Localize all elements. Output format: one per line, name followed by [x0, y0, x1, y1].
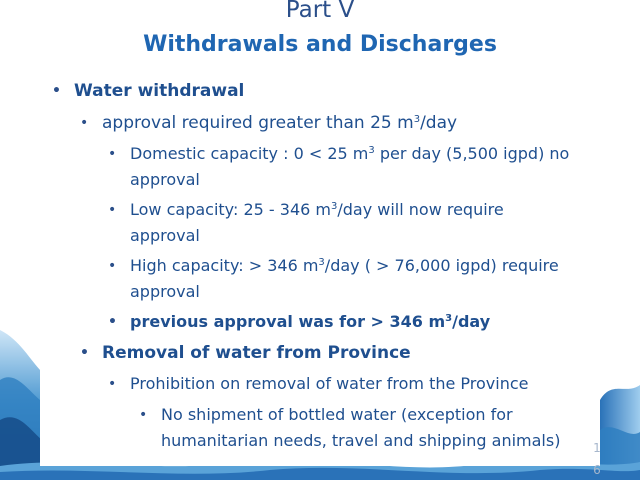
- slide-subtitle: Withdrawals and Discharges: [143, 32, 497, 57]
- bullet-domestic-capacity-cont: approval: [130, 170, 200, 189]
- bullet-low-capacity-cont: approval: [130, 226, 200, 245]
- bullet-prohibition: • Prohibition on removal of water from the Province: [130, 371, 529, 397]
- bullet-dot-icon: •: [108, 202, 117, 218]
- bullet-water-withdrawal: • Water withdrawal: [74, 78, 244, 104]
- bullet-low-capacity: • Low capacity: 25 - 346 $m^3$/day will now require: [130, 197, 504, 223]
- bullet-domestic-capacity: • Domestic capacity : 0 < 25 $m^3$ per day (5,500 igpd) no: [130, 141, 569, 167]
- bullet-no-shipment: • No shipment of bottled water (exception for: [161, 402, 513, 428]
- bullet-no-shipment-cont: humanitarian needs, travel and shipping animals): [161, 431, 561, 450]
- slide-title: Part V: [285, 0, 355, 23]
- bullet-removal-of-water: • Removal of water from Province: [102, 340, 411, 366]
- bullet-approval-required: • approval required greater than 25 $m^3$/day: [102, 110, 457, 136]
- bullet-high-capacity-cont: approval: [130, 282, 200, 301]
- bullet-high-capacity: • High capacity: > 346 $m^3$/day ( > 76,000 igpd) require: [130, 253, 559, 279]
- bullet-dot-icon: •: [80, 115, 89, 131]
- bullet-dot-icon: •: [139, 407, 148, 423]
- bullet-dot-icon: •: [80, 345, 89, 361]
- bullet-dot-icon: •: [52, 83, 61, 99]
- bullet-dot-icon: •: [108, 376, 117, 392]
- bullet-dot-icon: •: [108, 146, 117, 162]
- bullet-previous-approval: • previous approval was for > 346 $m^3$/day: [130, 309, 490, 335]
- bullet-dot-icon: •: [108, 314, 117, 330]
- page-number: 1 6: [593, 441, 601, 477]
- bullet-dot-icon: •: [108, 258, 117, 274]
